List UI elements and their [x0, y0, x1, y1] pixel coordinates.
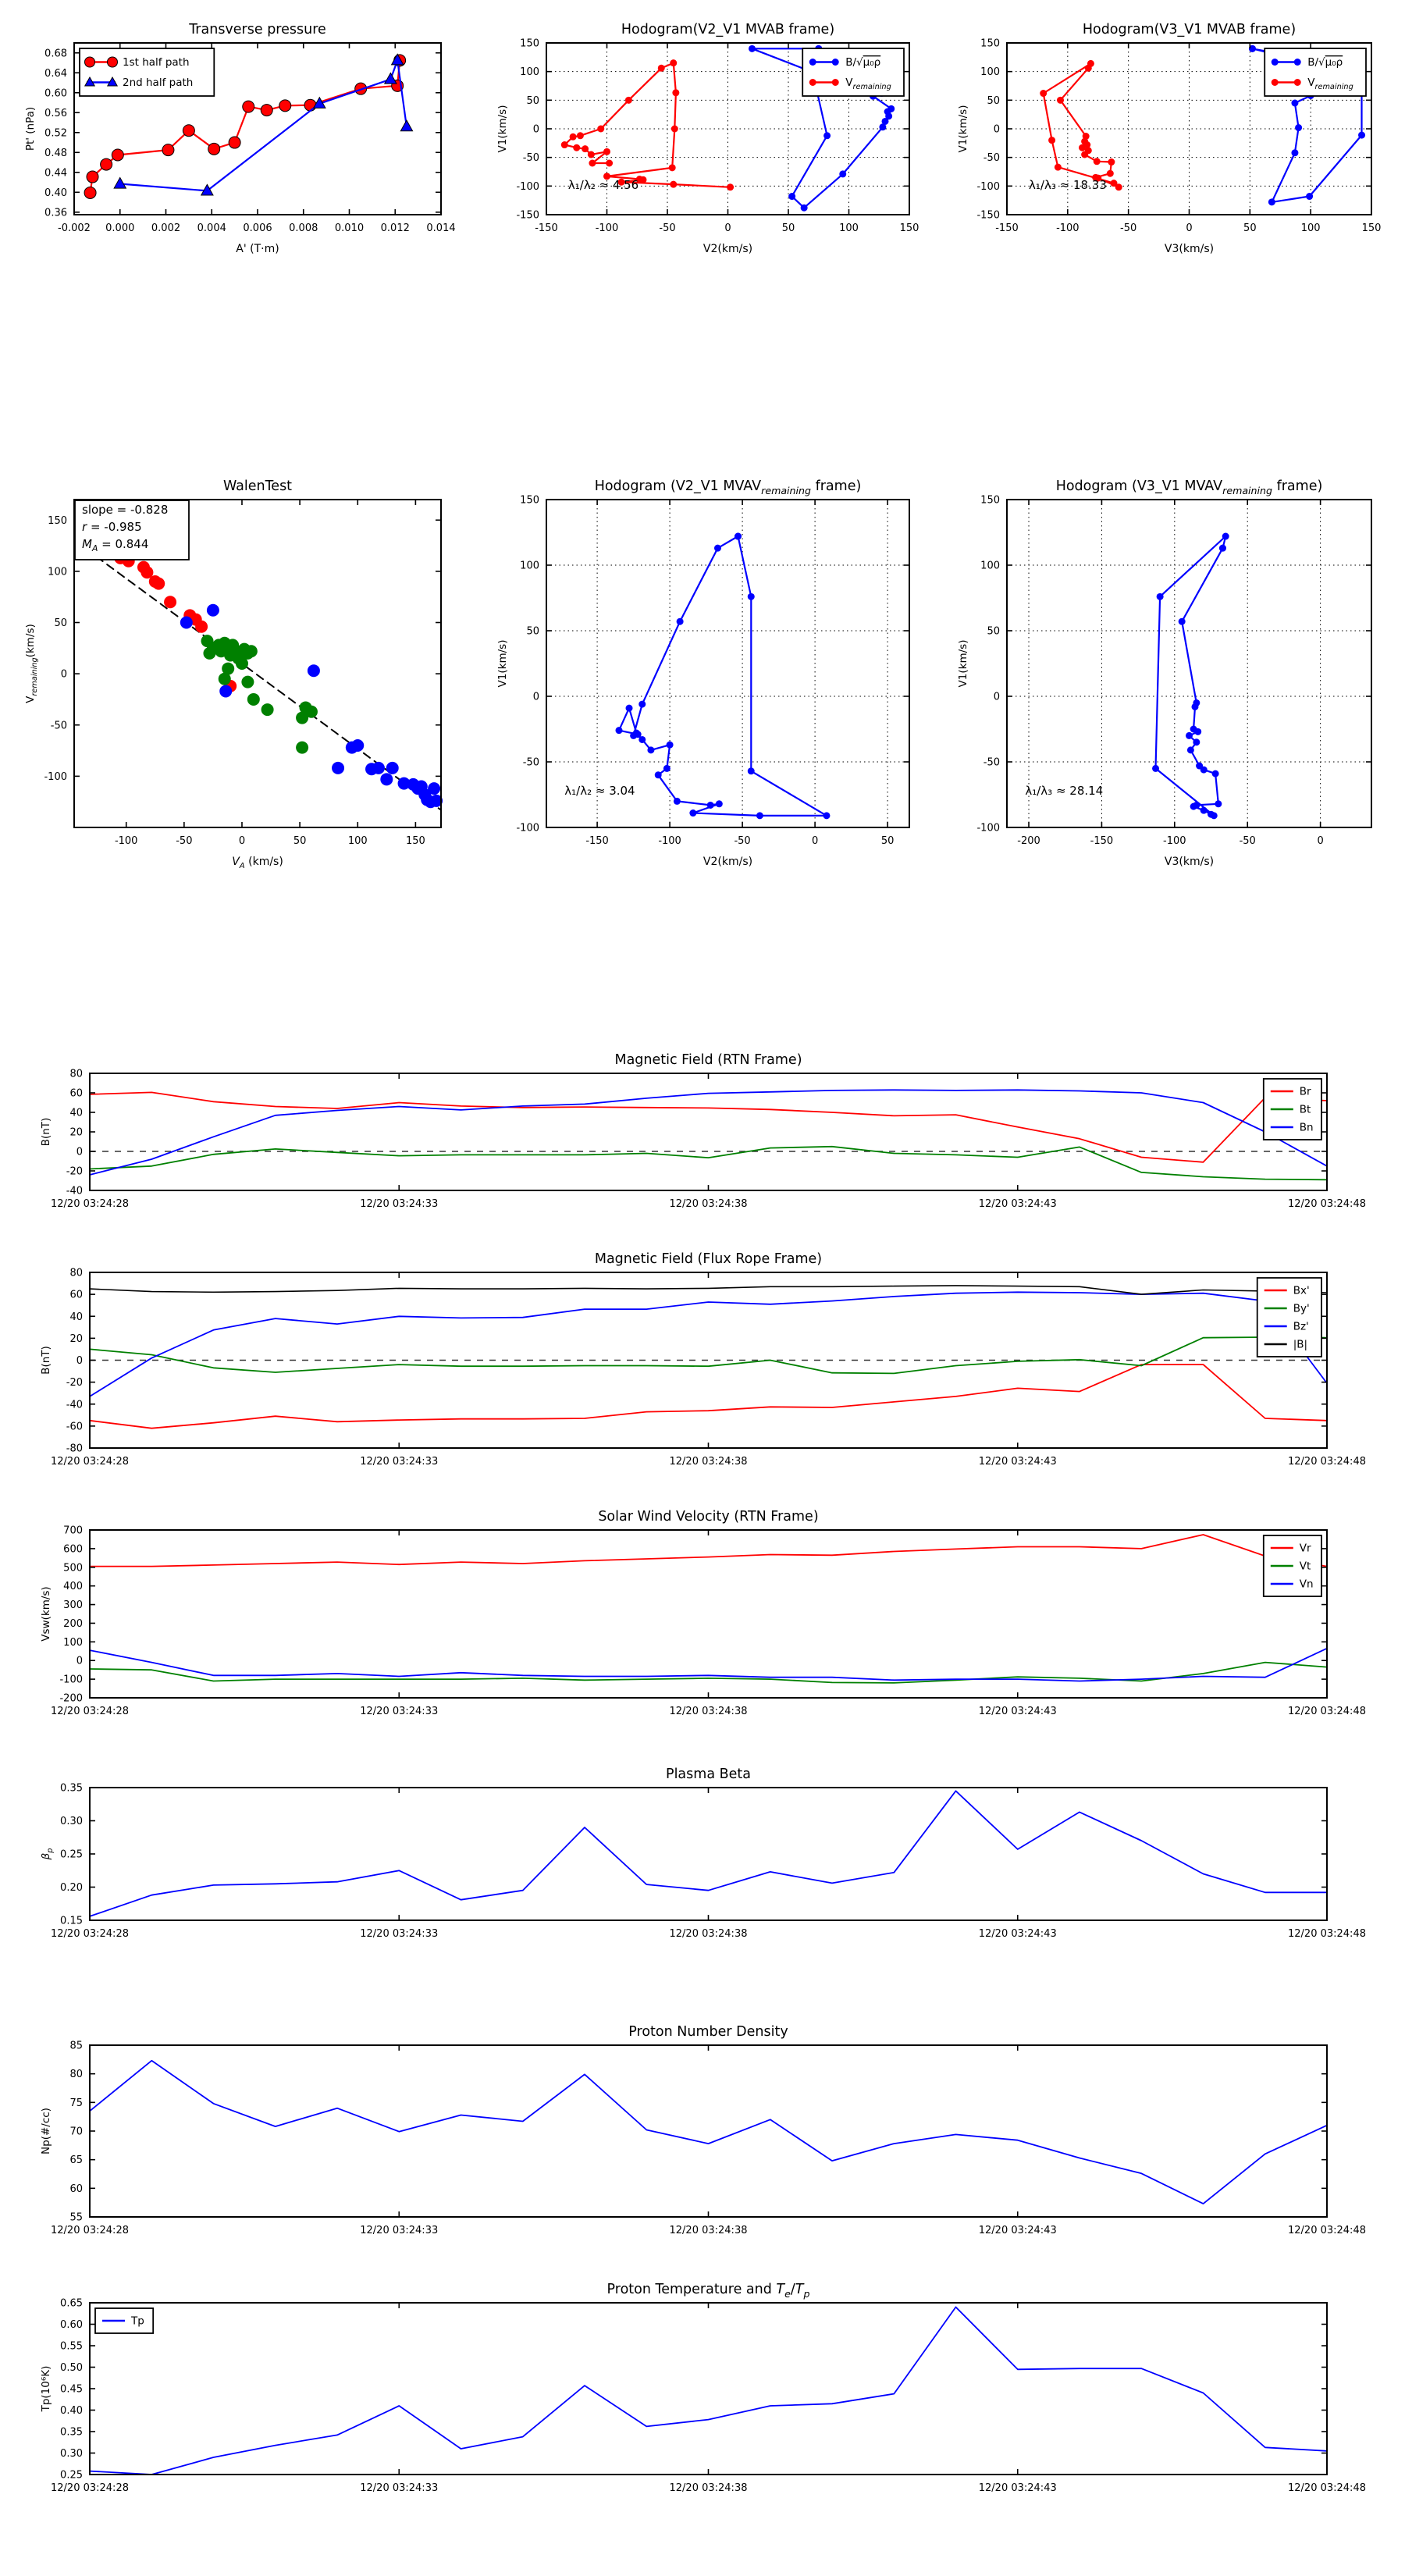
hodogram-v3v1-mvav-chart	[944, 453, 1405, 890]
svg-text:12/20 03:24:33: 12/20 03:24:33	[360, 1198, 439, 1210]
svg-text:12/20 03:24:28: 12/20 03:24:28	[51, 1706, 129, 1717]
svg-text:0: 0	[993, 123, 1000, 136]
svg-text:Bn: Bn	[1299, 1121, 1314, 1134]
svg-text:0.45: 0.45	[60, 2383, 83, 2396]
svg-text:12/20 03:24:28: 12/20 03:24:28	[51, 2225, 129, 2236]
svg-text:λ₁/λ₂ ≈ 3.04: λ₁/λ₂ ≈ 3.04	[564, 784, 635, 798]
svg-text:-150: -150	[995, 222, 1019, 234]
svg-text:80: 80	[69, 2069, 83, 2081]
svg-text:0.010: 0.010	[334, 222, 365, 234]
svg-text:0: 0	[1186, 222, 1193, 234]
svg-text:100: 100	[839, 222, 859, 234]
svg-text:12/20 03:24:48: 12/20 03:24:48	[1288, 1456, 1366, 1468]
svg-text:60: 60	[69, 1087, 83, 1100]
svg-text:50: 50	[1243, 222, 1257, 234]
svg-text:0.35: 0.35	[60, 2426, 83, 2439]
svg-text:Hodogram(V2_V1 MVAB frame): Hodogram(V2_V1 MVAB frame)	[621, 22, 835, 37]
svg-text:0.30: 0.30	[60, 1816, 83, 1827]
svg-text:150: 150	[405, 835, 425, 847]
svg-text:Proton Temperature and Te/Tp: Proton Temperature and $T_e/T_p$	[606, 2282, 810, 2300]
svg-text:0.40: 0.40	[60, 2405, 83, 2417]
svg-text:-50: -50	[176, 835, 193, 847]
svg-text:Tp(10⁶K): Tp(10⁶K)	[40, 2365, 52, 2412]
svg-text:B(nT): B(nT)	[40, 1117, 52, 1147]
svg-text:60: 60	[69, 2183, 83, 2195]
svg-text:B/√μ₀ρ: B/√μ₀ρ	[845, 56, 881, 69]
svg-text:12/20 03:24:48: 12/20 03:24:48	[1288, 2482, 1366, 2494]
svg-text:0.60: 0.60	[60, 2319, 83, 2331]
svg-text:700: 700	[63, 1525, 83, 1537]
svg-text:12/20 03:24:38: 12/20 03:24:38	[669, 2225, 748, 2236]
transverse-pressure-chart	[16, 0, 500, 281]
svg-text:100: 100	[1300, 222, 1321, 234]
svg-text:V3(km/s): V3(km/s)	[1164, 243, 1215, 255]
svg-text:12/20 03:24:48: 12/20 03:24:48	[1288, 2225, 1366, 2236]
svg-text:500: 500	[63, 1562, 83, 1574]
svg-text:-50: -50	[522, 756, 539, 769]
svg-text:0: 0	[724, 222, 731, 234]
walen-test-svg	[16, 453, 500, 890]
svg-text:-50: -50	[1120, 222, 1137, 234]
svg-text:12/20 03:24:43: 12/20 03:24:43	[978, 2482, 1057, 2494]
svg-text:75: 75	[69, 2097, 83, 2109]
svg-text:-60: -60	[66, 1421, 83, 1433]
svg-text:-100: -100	[976, 180, 1000, 193]
svg-text:|B|: |B|	[1293, 1338, 1308, 1351]
svg-text:Vremaining(km/s): $V_{remaining}(km/s)$	[24, 624, 39, 703]
magnetic-field-flux-rope-svg	[0, 1237, 1405, 1475]
svg-text:12/20 03:24:38: 12/20 03:24:38	[669, 2482, 748, 2494]
svg-text:100: 100	[347, 835, 368, 847]
svg-text:λ₁/λ₃ ≈ 28.14: λ₁/λ₃ ≈ 28.14	[1025, 784, 1104, 798]
svg-text:100: 100	[980, 560, 1000, 572]
svg-text:0: 0	[76, 1655, 83, 1667]
svg-text:0.30: 0.30	[60, 2448, 83, 2460]
svg-text:-100: -100	[516, 822, 539, 834]
svg-text:12/20 03:24:33: 12/20 03:24:33	[360, 2482, 439, 2494]
svg-text:12/20 03:24:43: 12/20 03:24:43	[978, 1198, 1057, 1210]
svg-text:Vr: Vr	[1299, 1542, 1311, 1555]
svg-text:100: 100	[63, 1636, 83, 1649]
svg-text:0.35: 0.35	[60, 1782, 83, 1795]
solar-wind-velocity-svg	[0, 1495, 1405, 1729]
svg-text:V1(km/s): V1(km/s)	[957, 639, 969, 688]
svg-text:-50: -50	[659, 222, 676, 234]
svg-text:0.15: 0.15	[60, 1915, 83, 1927]
hodogram-v3v1-mvav-svg	[944, 453, 1405, 890]
svg-text:-100: -100	[59, 1674, 83, 1686]
transverse-pressure-svg	[16, 0, 500, 281]
svg-text:-200: -200	[59, 1692, 83, 1705]
svg-text:0.55: 0.55	[60, 2340, 83, 2353]
svg-text:80: 80	[69, 1068, 83, 1080]
svg-text:Hodogram (V3_V1 MVAVremaining: Hodogram (V3_V1 $MVAV_{remaining}$ frame)	[1055, 479, 1323, 496]
svg-text:Solar Wind Velocity (RTN Frame: Solar Wind Velocity (RTN Frame)	[598, 1509, 819, 1525]
svg-text:12/20 03:24:48: 12/20 03:24:48	[1288, 1198, 1366, 1210]
svg-text:40: 40	[69, 1107, 83, 1119]
proton-temperature-svg	[0, 2268, 1405, 2506]
svg-text:50: 50	[880, 835, 895, 847]
svg-text:-50: -50	[983, 756, 1000, 769]
svg-text:βp: $\beta_p$	[40, 1848, 55, 1860]
svg-text:Vt: Vt	[1299, 1560, 1311, 1573]
svg-text:-150: -150	[976, 209, 1000, 222]
svg-text:20: 20	[69, 1332, 83, 1345]
svg-text:Transverse pressure: Transverse pressure	[189, 22, 326, 37]
svg-text:Pt' (nPa): Pt' (nPa)	[24, 106, 37, 151]
svg-text:0.48: 0.48	[44, 147, 67, 159]
svg-text:0.44: 0.44	[44, 167, 67, 180]
svg-text:By': By'	[1293, 1302, 1310, 1315]
svg-text:Magnetic Field (RTN Frame): Magnetic Field (RTN Frame)	[614, 1052, 802, 1068]
svg-text:60: 60	[69, 1289, 83, 1301]
svg-text:12/20 03:24:38: 12/20 03:24:38	[669, 1706, 748, 1717]
svg-text:λ₁/λ₂ ≈ 4.56: λ₁/λ₂ ≈ 4.56	[567, 178, 639, 192]
svg-text:-100: -100	[44, 770, 67, 783]
svg-text:150: 150	[520, 37, 539, 50]
svg-text:V2(km/s): V2(km/s)	[702, 243, 753, 255]
svg-text:V3(km/s): V3(km/s)	[1164, 856, 1215, 868]
svg-text:-50: -50	[50, 720, 67, 732]
proton-density-chart	[0, 2010, 1405, 2248]
svg-text:Vremaining: $V_{remaining}$	[1307, 76, 1353, 91]
plasma-beta-chart	[0, 1752, 1405, 1955]
svg-text:B/√μ₀ρ: B/√μ₀ρ	[1307, 56, 1343, 69]
svg-text:-100: -100	[114, 835, 138, 847]
hodogram-v2v1-mvab-chart	[484, 0, 968, 281]
svg-text:-20: -20	[66, 1165, 83, 1178]
svg-text:Bx': Bx'	[1293, 1284, 1310, 1297]
svg-text:100: 100	[520, 560, 539, 572]
svg-text:80: 80	[69, 1267, 83, 1279]
magnetic-field-rtn-svg	[0, 1038, 1405, 1222]
svg-text:0: 0	[993, 691, 1000, 703]
svg-text:150: 150	[48, 514, 67, 527]
svg-text:200: 200	[63, 1617, 83, 1630]
hodogram-v2v1-mvav-svg	[484, 453, 968, 890]
svg-text:100: 100	[48, 566, 67, 578]
svg-text:70: 70	[69, 2126, 83, 2138]
svg-text:12/20 03:24:43: 12/20 03:24:43	[978, 1456, 1057, 1468]
svg-text:Br: Br	[1299, 1085, 1311, 1098]
svg-text:-150: -150	[535, 222, 558, 234]
svg-text:2nd half path: 2nd half path	[123, 76, 194, 89]
svg-text:12/20 03:24:43: 12/20 03:24:43	[978, 1706, 1057, 1717]
svg-text:Proton Number Density: Proton Number Density	[628, 2024, 788, 2040]
svg-text:V1(km/s): V1(km/s)	[496, 639, 509, 688]
svg-text:-100: -100	[516, 180, 539, 193]
svg-text:r = -0.985: r = -0.985	[82, 520, 142, 534]
svg-text:12/20 03:24:38: 12/20 03:24:38	[669, 1456, 748, 1468]
svg-text:-100: -100	[976, 822, 1000, 834]
svg-text:MA = 0.844: $M_A = 0.844$	[82, 537, 149, 554]
svg-text:50: 50	[293, 835, 307, 847]
svg-text:50: 50	[987, 94, 1000, 107]
svg-text:150: 150	[899, 222, 919, 234]
hodogram-v3v1-mvab-svg	[944, 0, 1405, 281]
svg-text:50: 50	[526, 94, 539, 107]
svg-text:12/20 03:24:28: 12/20 03:24:28	[51, 1928, 129, 1940]
svg-text:150: 150	[980, 37, 1000, 50]
svg-text:-150: -150	[516, 209, 539, 222]
proton-temperature-chart	[0, 2268, 1405, 2506]
svg-text:0.65: 0.65	[60, 2297, 83, 2310]
svg-text:0.014: 0.014	[426, 222, 456, 234]
svg-text:50: 50	[526, 625, 539, 638]
proton-number-density-svg	[0, 2010, 1405, 2248]
svg-text:Magnetic Field (Flux Rope Fram: Magnetic Field (Flux Rope Frame)	[594, 1251, 823, 1267]
svg-text:100: 100	[520, 66, 539, 79]
svg-text:λ₁/λ₃ ≈ 18.33: λ₁/λ₃ ≈ 18.33	[1029, 178, 1107, 192]
svg-text:Plasma Beta: Plasma Beta	[666, 1767, 751, 1782]
svg-text:12/20 03:24:38: 12/20 03:24:38	[669, 1928, 748, 1940]
svg-text:-50: -50	[983, 152, 1000, 165]
svg-text:40: 40	[69, 1311, 83, 1323]
svg-text:-40: -40	[66, 1399, 83, 1411]
svg-text:0.002: 0.002	[151, 222, 181, 234]
svg-text:65: 65	[69, 2154, 83, 2167]
svg-text:B(nT): B(nT)	[40, 1346, 52, 1375]
svg-text:0.004: 0.004	[197, 222, 226, 234]
svg-text:0: 0	[811, 835, 819, 847]
hodogram-v3v1-mvab-chart	[944, 0, 1405, 281]
svg-text:V1(km/s): V1(km/s)	[496, 105, 509, 153]
svg-text:150: 150	[520, 494, 539, 507]
svg-text:1st half path: 1st half path	[123, 56, 190, 69]
svg-text:0.006: 0.006	[243, 222, 272, 234]
svg-text:12/20 03:24:48: 12/20 03:24:48	[1288, 1928, 1366, 1940]
svg-text:A' (T·m): A' (T·m)	[236, 243, 279, 255]
svg-text:0: 0	[60, 668, 67, 681]
svg-text:Bz': Bz'	[1293, 1320, 1309, 1333]
svg-text:12/20 03:24:43: 12/20 03:24:43	[978, 2225, 1057, 2236]
svg-text:20: 20	[69, 1126, 83, 1139]
hodogram-v2v1-mvav-chart	[484, 453, 968, 890]
svg-text:0.008: 0.008	[289, 222, 318, 234]
svg-text:12/20 03:24:33: 12/20 03:24:33	[360, 1928, 439, 1940]
svg-text:85: 85	[69, 2040, 83, 2052]
svg-text:0.56: 0.56	[44, 107, 67, 119]
svg-text:-40: -40	[66, 1185, 83, 1197]
svg-text:Tp: Tp	[131, 2314, 144, 2328]
svg-text:300: 300	[63, 1599, 83, 1612]
svg-text:-50: -50	[734, 835, 751, 847]
svg-text:-50: -50	[522, 152, 539, 165]
svg-text:-100: -100	[1056, 222, 1080, 234]
plasma-beta-svg	[0, 1752, 1405, 1955]
svg-text:0.000: 0.000	[105, 222, 135, 234]
magnetic-field-flux-rope-chart	[0, 1237, 1405, 1475]
svg-text:0.25: 0.25	[60, 2469, 83, 2482]
svg-text:0: 0	[1317, 835, 1324, 847]
svg-text:0.012: 0.012	[380, 222, 410, 234]
svg-text:55: 55	[69, 2211, 83, 2224]
svg-text:50: 50	[987, 625, 1000, 638]
svg-text:-80: -80	[66, 1443, 83, 1455]
svg-text:0.50: 0.50	[60, 2362, 83, 2374]
svg-text:0: 0	[532, 691, 539, 703]
svg-text:-100: -100	[1163, 835, 1186, 847]
svg-text:V1(km/s): V1(km/s)	[957, 105, 969, 153]
svg-text:50: 50	[781, 222, 795, 234]
svg-text:-150: -150	[1090, 835, 1114, 847]
svg-text:400: 400	[63, 1581, 83, 1593]
svg-text:0: 0	[76, 1146, 83, 1158]
svg-text:0.40: 0.40	[44, 187, 67, 199]
svg-text:V2(km/s): V2(km/s)	[702, 856, 753, 868]
svg-text:12/20 03:24:33: 12/20 03:24:33	[360, 2225, 439, 2236]
solar-wind-velocity-chart	[0, 1495, 1405, 1729]
svg-text:0.60: 0.60	[44, 87, 67, 100]
svg-text:slope = -0.828: slope = -0.828	[82, 503, 169, 517]
svg-text:12/20 03:24:28: 12/20 03:24:28	[51, 1198, 129, 1210]
svg-text:0.68: 0.68	[44, 48, 67, 60]
svg-text:-150: -150	[585, 835, 609, 847]
svg-text:12/20 03:24:33: 12/20 03:24:33	[360, 1706, 439, 1717]
svg-text:Np(#/cc): Np(#/cc)	[40, 2108, 52, 2154]
svg-text:150: 150	[1361, 222, 1382, 234]
svg-text:Hodogram(V3_V1 MVAB frame): Hodogram(V3_V1 MVAB frame)	[1082, 22, 1297, 37]
svg-text:-20: -20	[66, 1377, 83, 1389]
svg-text:-50: -50	[1239, 835, 1256, 847]
hodogram-v2v1-mvab-svg	[484, 0, 968, 281]
svg-text:Vn: Vn	[1299, 1578, 1314, 1591]
svg-text:150: 150	[980, 494, 1000, 507]
svg-text:0: 0	[76, 1355, 83, 1367]
svg-text:12/20 03:24:38: 12/20 03:24:38	[669, 1198, 748, 1210]
svg-text:0: 0	[238, 835, 246, 847]
svg-text:12/20 03:24:28: 12/20 03:24:28	[51, 1456, 129, 1468]
svg-text:0.25: 0.25	[60, 1848, 83, 1861]
svg-text:-0.002: -0.002	[58, 222, 91, 234]
svg-text:Hodogram (V2_V1 MVAVremaining: Hodogram (V2_V1 $MVAV_{remaining}$ frame)	[594, 479, 862, 496]
svg-text:-200: -200	[1017, 835, 1040, 847]
svg-text:0.52: 0.52	[44, 127, 67, 140]
svg-text:50: 50	[54, 617, 67, 629]
svg-text:Bt: Bt	[1299, 1103, 1311, 1116]
svg-text:12/20 03:24:33: 12/20 03:24:33	[360, 1456, 439, 1468]
magnetic-field-rtn-chart	[0, 1038, 1405, 1222]
svg-text:0: 0	[532, 123, 539, 136]
svg-text:0.64: 0.64	[44, 67, 67, 80]
svg-text:0.20: 0.20	[60, 1882, 83, 1894]
svg-text:12/20 03:24:43: 12/20 03:24:43	[978, 1928, 1057, 1940]
svg-text:Vremaining: $V_{remaining}$	[845, 76, 891, 91]
svg-text:WalenTest: WalenTest	[222, 479, 293, 494]
svg-text:12/20 03:24:48: 12/20 03:24:48	[1288, 1706, 1366, 1717]
svg-text:12/20 03:24:28: 12/20 03:24:28	[51, 2482, 129, 2494]
svg-text:-100: -100	[658, 835, 681, 847]
svg-text:VA (km/s): $V_A$ (km/s)	[232, 856, 283, 870]
svg-text:Vsw(km/s): Vsw(km/s)	[40, 1586, 52, 1642]
svg-text:0.36: 0.36	[44, 207, 67, 219]
walen-test-chart	[16, 453, 500, 890]
svg-text:-100: -100	[595, 222, 619, 234]
svg-text:600: 600	[63, 1543, 83, 1556]
svg-text:100: 100	[980, 66, 1000, 79]
